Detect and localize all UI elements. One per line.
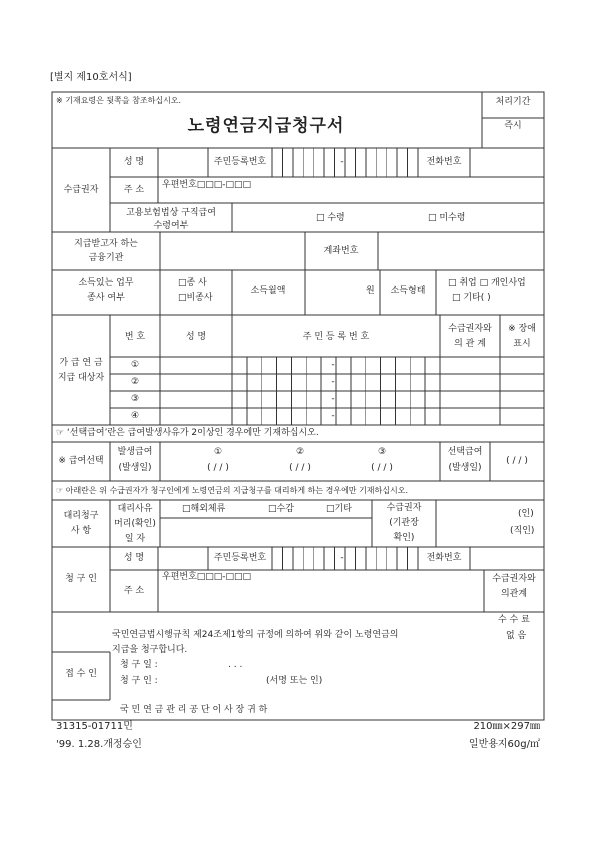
received-checkbox[interactable]: □ 수령: [316, 213, 345, 223]
won-unit: 원: [366, 286, 375, 296]
benefit-select-label: ※ 급여선택: [58, 456, 104, 466]
income-label-2: 종사 여부: [87, 293, 125, 303]
agent-reason-label: 대리사유: [117, 504, 153, 514]
bank-label-2: 금융기관: [88, 253, 124, 263]
page-title: 노령연금지급청구서: [187, 116, 345, 136]
agent-note: ☞ 아래란은 위 수급권자가 청구인에게 노령연금의 지급청구를 대리하게 하는 경우에만 기재하십시오.: [56, 486, 408, 495]
rrn-dash: -: [331, 360, 335, 370]
claimant-relation-label-2: 의관계: [500, 589, 528, 599]
selected-date-label: (발생일): [448, 463, 482, 473]
form-number: 31315-01711민: [56, 721, 133, 732]
occurred-date-label: (발생일): [118, 463, 152, 473]
rrn-label: 주민등록번호: [213, 157, 267, 167]
rrn-dash: -: [331, 411, 335, 421]
rrn-dash: -: [340, 157, 344, 167]
income-label: 소득있는 업무: [78, 278, 134, 288]
col-disability: ※ 장애: [508, 324, 536, 334]
proc-period-value: 즉시: [504, 121, 522, 131]
paper-weight: 일반용지60g/㎡: [468, 739, 540, 750]
col-number: 번 호: [124, 332, 146, 342]
income-type-label: 소득형태: [390, 286, 426, 296]
approval-date: '99. 1.28.개정승인: [56, 739, 142, 750]
agent-label-2: 사 항: [70, 526, 92, 536]
benefit-3-date[interactable]: ( / / ): [371, 463, 393, 473]
agent-confirm-label: 머리(확인): [114, 519, 156, 529]
fee-value: 없 음: [506, 631, 527, 641]
rrn-dash: -: [331, 394, 335, 404]
fee-label: 수 수 료: [498, 615, 530, 625]
col-rrn: 주 민 등 록 번 호: [302, 332, 370, 342]
phone-label: 전화번호: [426, 157, 462, 167]
benefit-1: ①: [213, 447, 223, 457]
form-code: [별지 제10호서식]: [50, 72, 132, 83]
receipt-stamp-label: 접 수 인: [65, 669, 97, 679]
official-seal-mark: (직인): [510, 526, 535, 536]
row-number: ④: [130, 411, 140, 421]
addressee: 국 민 연 금 관 리 공 단 이 사 장 귀 하: [120, 705, 268, 715]
recipient-label: 수급권자: [63, 185, 99, 195]
other-checkbox[interactable]: □기타: [326, 504, 352, 514]
declaration-line-2: 지급을 청구합니다.: [112, 645, 188, 655]
dependents-label: 가 급 연 금: [59, 358, 103, 368]
income-type-options[interactable]: □ 취업 □ 개인사업: [448, 278, 526, 288]
not-employed-checkbox[interactable]: □비종사: [178, 293, 213, 303]
claimant-phone-label: 전화번호: [426, 553, 462, 563]
benefit-1-date[interactable]: ( / / ): [207, 463, 229, 473]
benefit-2: ②: [295, 447, 305, 457]
benefit-3: ③: [377, 447, 387, 457]
recipient-confirm-label-3: 확인): [393, 533, 415, 543]
agent-date-label: 일 자: [124, 534, 146, 544]
name-label: 성 명: [123, 157, 145, 167]
declaration-line-1: 국민연금법시행규칙 제24조제1항의 규정에 의하여 위와 같이 노령연금의: [112, 630, 399, 640]
recipient-confirm-label: 수급권자: [386, 503, 422, 513]
claimant-address-label: 주 소: [123, 586, 145, 596]
signature-note: (서명 또는 인): [266, 676, 323, 686]
row-number: ②: [130, 377, 140, 387]
claim-date-field[interactable]: . . .: [228, 660, 243, 670]
recipient-confirm-label-2: (기관장: [389, 518, 419, 528]
claim-date-label: 청 구 일 :: [120, 660, 158, 670]
row-number: ③: [130, 394, 140, 404]
selected-benefit-label: 선택급여: [447, 447, 483, 457]
rrn-dash: -: [331, 377, 335, 387]
selected-date[interactable]: ( / / ): [506, 456, 528, 466]
monthly-income-label: 소득월액: [250, 286, 286, 296]
claimant-relation-label: 수급권자와: [492, 574, 536, 584]
claimant-label: 청 구 인: [65, 574, 97, 584]
claimant-postal-field[interactable]: 우편번호□□□-□□□: [162, 572, 252, 582]
col-disability-2: 표시: [513, 339, 531, 349]
dependents-label-2: 지급 대상자: [57, 373, 105, 383]
select-note: ☞ ‘선택급여’란은 급여발생사유가 2이상인 경우에만 기재하십시오.: [56, 428, 319, 438]
address-label: 주 소: [123, 185, 145, 195]
benefit-2-date[interactable]: ( / / ): [289, 463, 311, 473]
row-number: ①: [130, 360, 140, 370]
col-name: 성 명: [185, 332, 207, 342]
occurred-benefit-label: 발생급여: [117, 447, 153, 457]
claimant-sign-label: 청 구 인 :: [120, 676, 158, 686]
not-received-checkbox[interactable]: □ 미수령: [428, 213, 466, 223]
rrn-dash: -: [340, 553, 344, 563]
bank-label: 지급받고자 하는: [74, 239, 138, 249]
account-label: 계좌번호: [323, 246, 359, 256]
insurance-question-2: 수령여부: [153, 221, 189, 231]
paper-size: 210㎜×297㎜: [473, 721, 540, 732]
insurance-question: 고용보험법상 구직급여: [126, 208, 216, 218]
income-type-other[interactable]: □ 기타( ): [452, 293, 491, 303]
claimant-rrn-label: 주민등록번호: [213, 553, 267, 563]
imprisoned-checkbox[interactable]: □수감: [268, 504, 294, 514]
employed-checkbox[interactable]: □종 사: [178, 278, 207, 288]
seal-mark: (인): [518, 509, 534, 519]
agent-label: 대리청구: [63, 511, 99, 521]
col-relation-2: 의 관 계: [454, 339, 486, 349]
postal-code-field[interactable]: 우편번호□□□-□□□: [162, 180, 252, 190]
proc-period-label: 처리기간: [495, 97, 531, 107]
note-top: ※ 기재요령은 뒷쪽을 참조하십시오.: [56, 96, 182, 105]
claimant-name-label: 성 명: [123, 553, 145, 563]
overseas-checkbox[interactable]: □해외체류: [182, 504, 226, 514]
col-relation: 수급권자와: [448, 324, 492, 334]
